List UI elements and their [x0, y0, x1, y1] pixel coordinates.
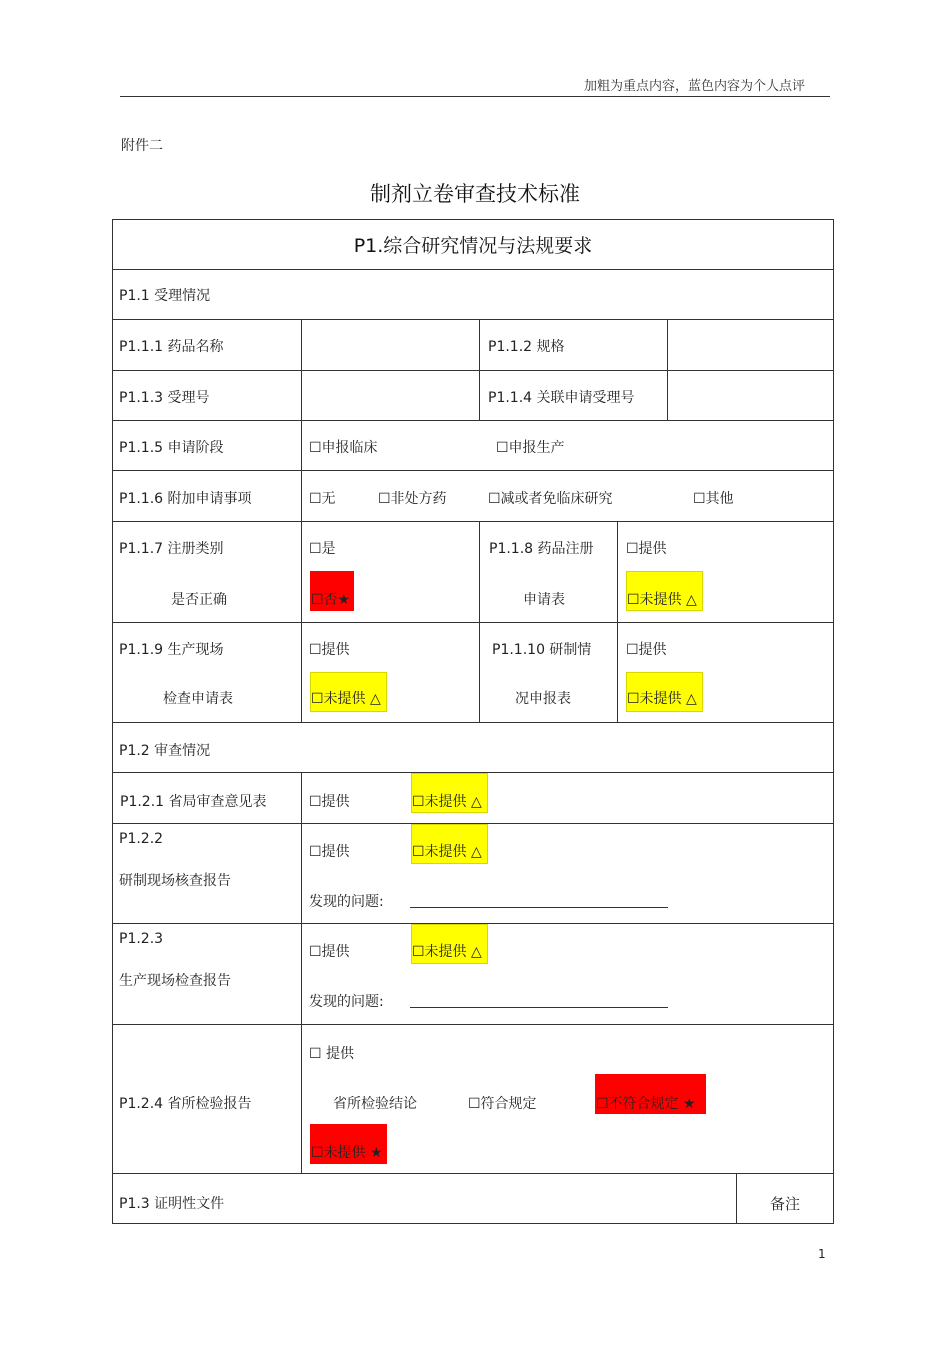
development-form-label-2: 况申报表: [515, 691, 571, 707]
category-correct-yes[interactable]: ☐是: [309, 541, 336, 557]
row-line: [112, 521, 834, 522]
review-standard-table: [112, 219, 834, 1224]
col-line: [301, 319, 302, 370]
production-site-issue-label: 发现的问题:: [309, 994, 384, 1010]
col-line: [667, 319, 668, 370]
issue-underline: [410, 907, 668, 908]
col-line: [301, 370, 302, 420]
acceptance-no-label: P1.1.3 受理号: [119, 390, 210, 406]
p1-3-label: P1.3 证明性文件: [119, 1196, 225, 1212]
registration-category-label: P1.1.7 注册类别: [119, 541, 224, 557]
application-stage-label: P1.1.5 申请阶段: [119, 440, 224, 456]
registration-form-not-provided[interactable]: ☐未提供 △: [627, 592, 697, 608]
stage-option-clinical[interactable]: ☐申报临床: [309, 440, 378, 456]
border-bottom: [112, 1223, 834, 1224]
row-line: [112, 1024, 834, 1025]
site-inspection-label: P1.1.9 生产现场: [119, 642, 224, 658]
section-title: P1.综合研究情况与法规要求: [353, 235, 593, 257]
p1-1-label: P1.1 受理情况: [119, 288, 211, 304]
production-site-report-provided[interactable]: ☐提供: [309, 944, 350, 960]
registration-category-label-2: 是否正确: [171, 592, 227, 608]
row-line: [112, 420, 834, 421]
row-line: [112, 470, 834, 471]
development-form-not-provided[interactable]: ☐未提供 △: [627, 691, 697, 707]
registration-form-label-2: 申请表: [523, 592, 565, 608]
site-inspection-not-provided[interactable]: ☐未提供 △: [311, 691, 381, 707]
row-line: [112, 269, 834, 270]
related-acceptance-label: P1.1.4 关联申请受理号: [488, 390, 635, 406]
site-inspection-provided[interactable]: ☐提供: [309, 642, 350, 658]
additional-items-label: P1.1.6 附加申请事项: [119, 491, 252, 507]
row-line: [112, 319, 834, 320]
test-report-not-provided[interactable]: ☐未提供 ★: [311, 1145, 383, 1161]
registration-form-label: P1.1.8 药品注册: [489, 541, 594, 557]
extra-option-other[interactable]: ☐其他: [693, 491, 734, 507]
extra-option-otc[interactable]: ☐非处方药: [378, 491, 447, 507]
page-number: 1: [818, 1247, 826, 1261]
row-line: [112, 1173, 834, 1174]
header-note: 加粗为重点内容，蓝色内容为个人点评: [584, 79, 806, 94]
site-inspection-label-2: 检查申请表: [163, 691, 233, 707]
dev-site-issue-label: 发现的问题:: [309, 894, 384, 910]
provincial-opinion-provided[interactable]: ☐提供: [309, 794, 350, 810]
p1-2-label: P1.2 审查情况: [119, 743, 211, 759]
row-line: [112, 370, 834, 371]
dev-site-report-not-provided[interactable]: ☐未提供 △: [412, 844, 482, 860]
development-form-provided[interactable]: ☐提供: [626, 642, 667, 658]
stage-option-production[interactable]: ☐申报生产: [496, 440, 565, 456]
test-conclusion-compliant[interactable]: ☐符合规定: [468, 1096, 537, 1112]
col-line: [479, 370, 480, 420]
col-line: [479, 319, 480, 370]
col-line: [667, 370, 668, 420]
row-line: [112, 722, 834, 723]
dev-site-report-provided[interactable]: ☐提供: [309, 844, 350, 860]
col-line: [617, 521, 618, 722]
border-top: [112, 219, 834, 220]
issue-underline: [410, 1007, 668, 1008]
registration-form-provided[interactable]: ☐提供: [626, 541, 667, 557]
row-line: [112, 622, 834, 623]
document-title: 制剂立卷审查技术标准: [370, 182, 580, 206]
development-form-label: P1.1.10 研制情: [492, 642, 592, 658]
attachment-label: 附件二: [121, 138, 163, 154]
production-site-report-label-2: 生产现场检查报告: [119, 973, 231, 989]
dev-site-report-label-2: 研制现场核查报告: [119, 873, 231, 889]
drug-name-label: P1.1.1 药品名称: [119, 339, 224, 355]
provincial-opinion-not-provided[interactable]: ☐未提供 △: [412, 794, 482, 810]
remark-label: 备注: [770, 1195, 801, 1213]
test-report-provided[interactable]: ☐ 提供: [309, 1046, 355, 1062]
col-line: [301, 420, 302, 722]
spec-label: P1.1.2 规格: [488, 339, 565, 355]
test-conclusion-noncompliant[interactable]: ☐不符合规定 ★: [596, 1096, 696, 1112]
category-correct-no[interactable]: ☐否★: [311, 592, 351, 608]
provincial-opinion-label: P1.2.1 省局审查意见表: [120, 794, 267, 810]
dev-site-report-label: P1.2.2: [119, 831, 164, 847]
provincial-test-report-label: P1.2.4 省所检验报告: [119, 1096, 252, 1112]
production-site-report-label: P1.2.3: [119, 931, 164, 947]
col-line: [301, 772, 302, 1173]
header-rule: [120, 96, 830, 97]
extra-option-none[interactable]: ☐无: [309, 491, 336, 507]
col-line: [479, 521, 480, 722]
test-conclusion-label: 省所检验结论: [333, 1096, 417, 1112]
col-line: [736, 1173, 737, 1223]
extra-option-reduce-clinical[interactable]: ☐减或者免临床研究: [488, 491, 613, 507]
production-site-report-not-provided[interactable]: ☐未提供 △: [412, 944, 482, 960]
